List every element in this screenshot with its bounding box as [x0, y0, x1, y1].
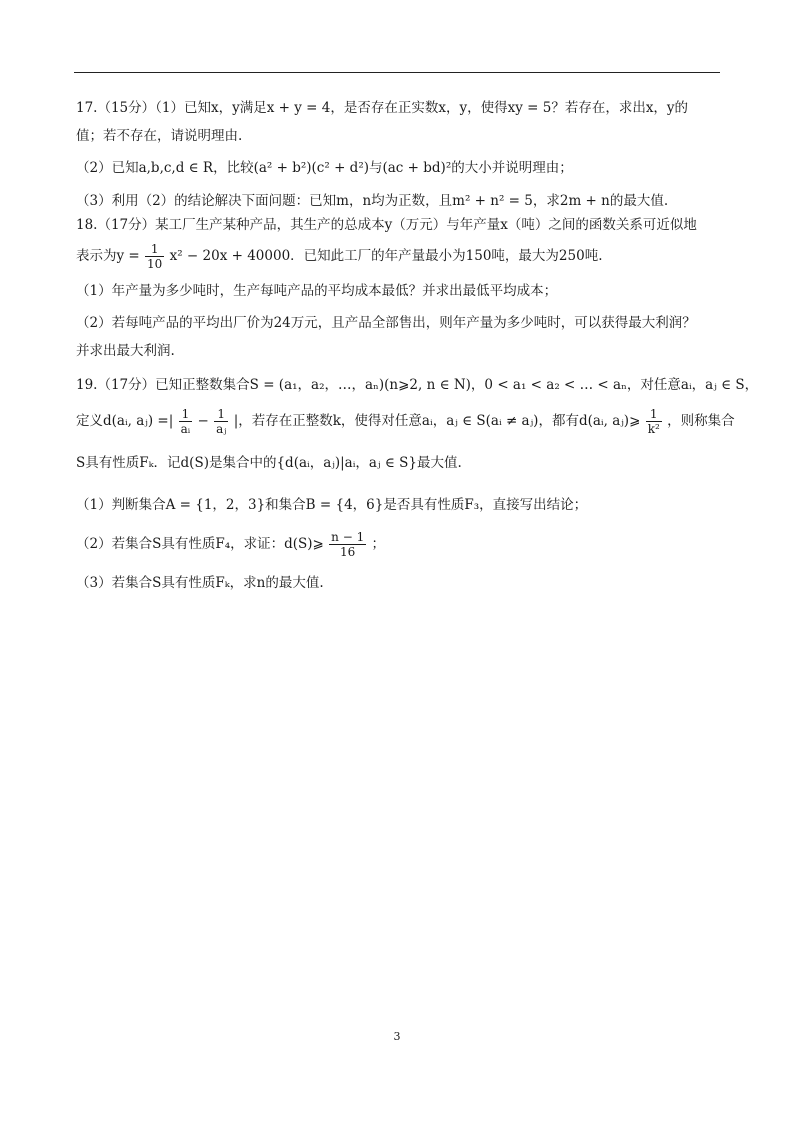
- q19-fraction-1-numerator: 1: [179, 407, 193, 422]
- q19-part2-fraction: [329, 530, 366, 559]
- q19-part2-suffix: ；: [371, 536, 385, 552]
- q19-part2-fraction-denominator: 16: [340, 545, 356, 559]
- q18-stem-line1: 某工厂生产某种产品，其生产的总成本y（万元）与年产量x（吨）之间的函数关系可近似地: [155, 217, 697, 233]
- q19-fraction-2: [214, 407, 228, 436]
- q19-fraction-1-denominator: aᵢ: [180, 422, 191, 436]
- q19-part2-fraction-numerator: n − 1: [331, 530, 365, 544]
- q18-part1: （1）年产量为多少吨时，生产每吨产品的平均成本最低？并求出最低平均成本；: [76, 283, 558, 299]
- q19-stem-line2: [76, 403, 735, 439]
- q18-part2-line1: （2）若每吨产品的平均出厂价为24万元，且产品全部售出，则年产量为多少吨时，可以获得最大利润？: [76, 315, 696, 331]
- q19-head: 19.（17分）: [76, 377, 156, 393]
- q19-part2-prefix: （2）若集合S具有性质F₄，求证：d(S)⩾: [76, 536, 324, 552]
- q18-fraction-denominator: 10: [147, 257, 163, 271]
- question-17: [76, 98, 724, 211]
- q19-part3: （3）若集合S具有性质Fₖ，求n的最大值.: [76, 575, 324, 591]
- q19-fraction-3: [646, 407, 662, 436]
- q18-stem-line2: [76, 239, 724, 273]
- q17-head: 17.（15分）: [76, 100, 156, 116]
- q17-part1-line1: （1）已知x，y满足x + y = 4，是否存在正实数x，y，使得xy = 5？若存在，求出x，y的: [155, 100, 689, 116]
- header-rule: [74, 72, 720, 73]
- q19-definition-middle: |，若存在正整数k，使得对任意aᵢ，aⱼ ∈ S(aᵢ ≠ aⱼ)，都有d(aᵢ, aⱼ)⩾: [233, 413, 641, 429]
- q19-definition-suffix: ，则称集合: [667, 413, 735, 429]
- q18-formula-prefix: 表示为y =: [76, 248, 140, 264]
- q19-fraction-3-denominator: k²: [647, 422, 660, 436]
- q18-fraction-numerator: 1: [145, 242, 164, 257]
- q17-part3: （3）利用（2）的结论解决下面问题：已知m，n均为正数，且m² + n² = 5，求2m + n的最大值.: [76, 193, 669, 209]
- q19-fraction-3-numerator: 1: [646, 407, 662, 422]
- q19-stem-line3: S具有性质Fₖ．记d(S)是集合中的{d(aᵢ，aⱼ)|aᵢ，aⱼ ∈ S}最大值.: [76, 455, 462, 471]
- q19-part1: （1）判断集合A = {1，2，3}和集合B = {4，6}是否具有性质F₃，直接写出结论；: [76, 497, 588, 513]
- q19-fraction-2-numerator: 1: [214, 407, 228, 422]
- q18-formula-suffix: x² − 20x + 40000．已知此工厂的年产量最小为150吨，最大为250吨.: [169, 248, 603, 264]
- page-number: 3: [393, 1030, 401, 1043]
- document-body: [76, 96, 759, 593]
- q18-part2-line2: 并求出最大利润.: [76, 343, 175, 359]
- q17-part2: （2）已知a,b,c,d ∈ R，比较(a² + b²)(c² + d²)与(ac + bd)²的大小并说明理由；: [76, 160, 573, 176]
- q19-stem-line1: 已知正整数集合S = (a₁，a₂，…，aₙ)(n⩾2, n ∈ N)，0 < a₁ < a₂ < … < aₙ，对任意aᵢ，aⱼ ∈ S，: [155, 377, 759, 393]
- q19-fraction-2-denominator: aⱼ: [216, 422, 227, 436]
- q19-fraction-1: [179, 407, 193, 436]
- question-18: [76, 215, 724, 361]
- q18-head: 18.（17分）: [76, 217, 156, 233]
- q19-definition-prefix: 定义d(aᵢ, aⱼ) =|: [76, 413, 174, 429]
- q18-fraction: [145, 242, 164, 271]
- question-19: [76, 375, 759, 593]
- q19-part2: [76, 527, 724, 561]
- q19-minus-sign: −: [197, 413, 209, 429]
- q17-part1-line2: 值；若不存在，请说明理由.: [76, 128, 243, 144]
